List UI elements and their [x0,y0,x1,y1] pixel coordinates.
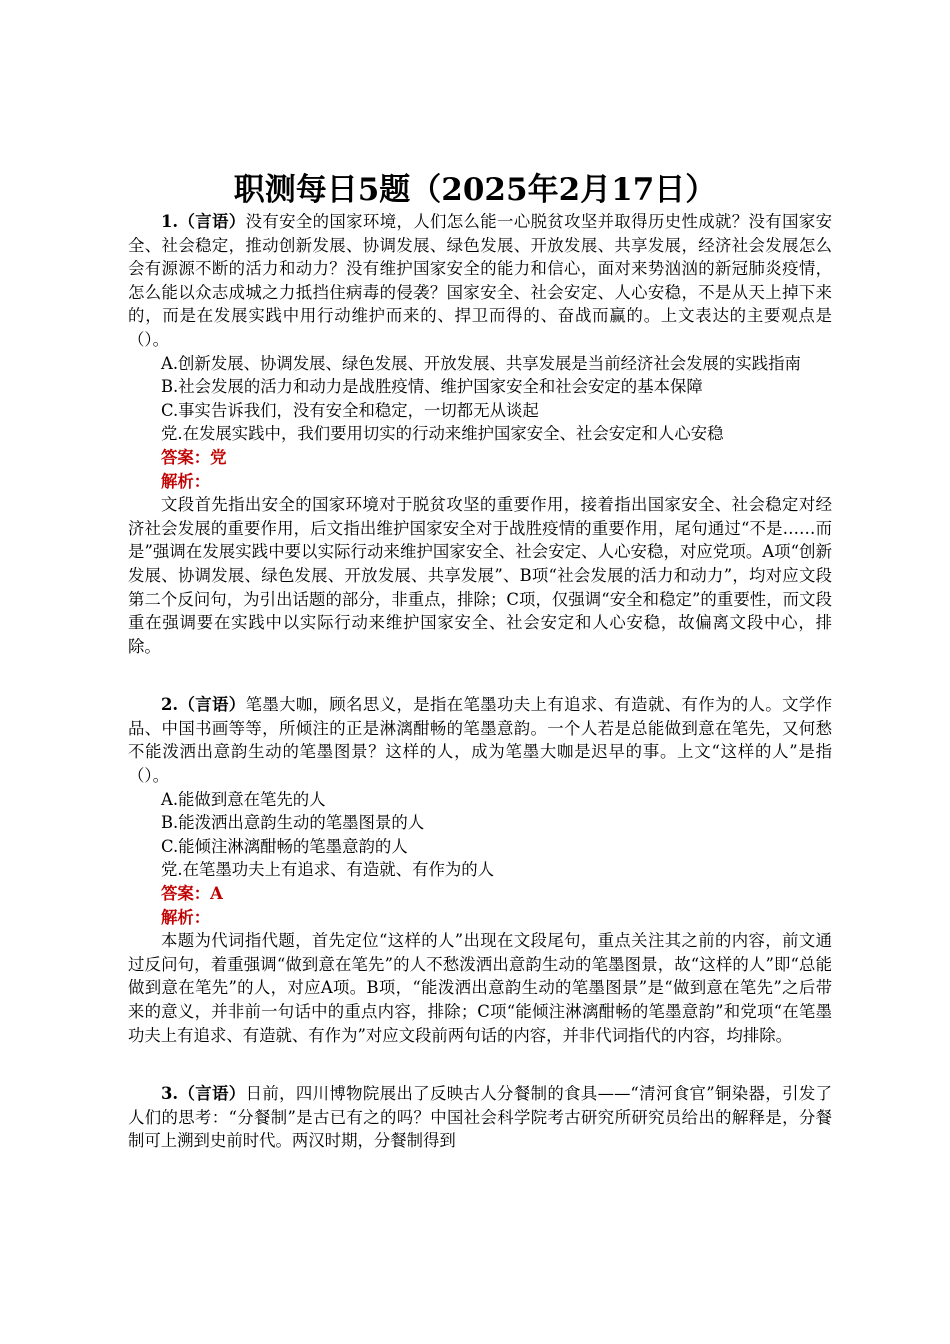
answer-line [128,882,832,906]
question-number: 1.（言语） [161,212,246,231]
analysis-text: 本题为代词指代题，首先定位“这样的人”出现在文段尾句，重点关注其之前的内容，前文通过反问句，着重强调“做到意在笔先”的人不愁泼洒出意韵生动的笔墨图景，故“这样的人”即“总能做到意在笔先”的人，对应A项。B项，“能泼洒出意韵生动的笔墨图景”是“做到意在笔先”之后带来的意义，并非前一句话中的重点内容，排除；C项“能倾注淋漓酣畅的笔墨意韵”和党项“在笔墨功夫上有追求、有造就、有作为”对应文段前两句话的内容，并非代词指代的内容，均排除。 [128,931,832,1045]
spacer [128,1047,832,1082]
spacer [128,658,832,693]
option-a: A.创新发展、协调发展、绿色发展、开放发展、共享发展是当前经济社会发展的实践指南 [161,353,801,373]
option-c: C.能倾注淋漓酣畅的笔墨意韵的人 [161,836,408,856]
analysis-label: 解析： [161,471,211,491]
option-d: 党.在发展实践中，我们要用切实的行动来维护国家安全、社会安定和人心安稳 [161,424,724,444]
question-1 [128,210,832,658]
question-stem [128,1082,832,1153]
question-3 [128,1082,832,1153]
option-b: B.能泼洒出意韵生动的笔墨图景的人 [161,813,425,833]
question-stem [128,693,832,787]
analysis-label: 解析： [161,907,211,927]
document-body [128,210,832,1153]
answer-line [128,446,832,470]
question-2 [128,693,832,1047]
answer-value: 党 [210,447,227,467]
answer-label: 答案： [161,884,211,904]
answer-label: 答案： [161,447,211,467]
question-stem [128,210,832,352]
answer-value: A [210,884,223,904]
page-title: 职测每日5题（2025年2月17日） [233,172,717,208]
question-text: 日前，四川博物院展出了反映古人分餐制的食具——“清河食官”铜染器，引发了人们的思考：“分餐制”是古已有之的吗？中国社会科学院考古研究所研究员给出的解释是，分餐制可上溯到史前时代。两汉时期，分餐制得到 [128,1084,832,1151]
option-c: C.事实告诉我们，没有安全和稳定，一切都无从谈起 [161,400,539,420]
question-text: 笔墨大咖，顾名思义，是指在笔墨功夫上有追求、有造就、有作为的人。文学作品、中国书画等等，所倾注的正是淋漓酣畅的笔墨意韵。一个人若是总能做到意在笔先，又何愁不能泼洒出意韵生动的笔墨图景？这样的人，成为笔墨大咖是迟早的事。上文“这样的人”是指（）。 [128,695,832,786]
option-a: A.能做到意在笔先的人 [161,789,326,809]
question-number: 3.（言语） [161,1084,246,1104]
option-d: 党.在笔墨功夫上有追求、有造就、有作为的人 [161,860,495,880]
analysis-text: 文段首先指出安全的国家环境对于脱贫攻坚的重要作用，接着指出国家安全、社会稳定对经济社会发展的重要作用，后文指出维护国家安全对于战胜疫情的重要作用，尾句通过“不是……而是”强调在发展实践中要以实际行动来维护国家安全、社会安定、人心安稳，对应党项。A项“创新发展、协调发展、绿色发展、开放发展、共享发展”、B项“社会发展的活力和动力”，均对应文段第二个反问句，为引出话题的部分，非重点，排除；C项，仅强调“安全和稳定”的重要性，而文段重在强调要在实践中以实际行动来维护国家安全、社会安定和人心安稳，故偏离文段中心，排除。 [128,495,832,656]
question-text: 没有安全的国家环境，人们怎么能一心脱贫攻坚并取得历史性成就？没有国家安全、社会稳定，推动创新发展、协调发展、绿色发展、开放发展、共享发展，经济社会发展怎么会有源源不断的活力和动力？没有维护国家安全的能力和信心，面对来势汹汹的新冠肺炎疫情，怎么能以众志成城之力抵挡住病毒的侵袭？国家安全、社会安定、人心安稳，不是从天上掉下来的，而是在发展实践中用行动维护而来的、捍卫而得的、奋战而赢的。上文表达的主要观点是（）。 [128,212,832,349]
question-number: 2.（言语） [161,695,246,715]
option-b: B.社会发展的活力和动力是战胜疫情、维护国家安全和社会安定的基本保障 [161,377,703,397]
